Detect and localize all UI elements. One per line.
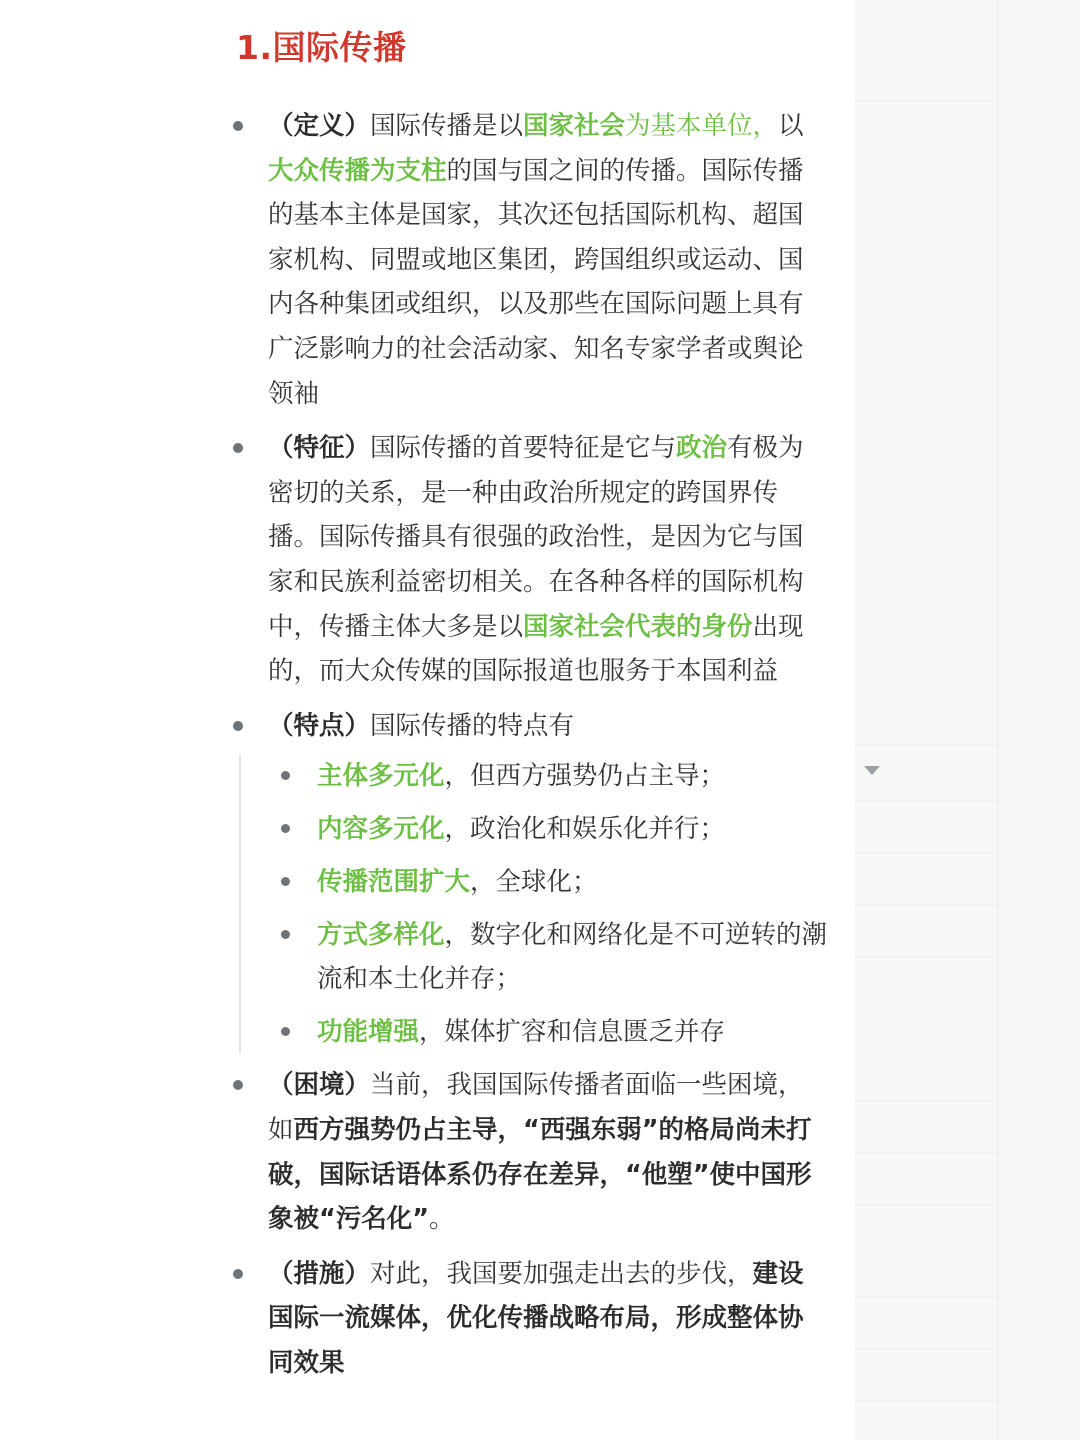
bullet-dot-icon	[233, 1080, 243, 1090]
sub-list-item	[281, 1010, 828, 1054]
collapse-caret-icon[interactable]	[864, 766, 880, 775]
text-span: 对此，我国要加强走出去的步伐，	[370, 1258, 753, 1289]
bullet-dot-icon	[281, 824, 290, 833]
bullet-dot-icon	[233, 443, 243, 453]
bullet-dot-icon	[281, 771, 290, 780]
bullet-dot-icon	[281, 930, 290, 939]
panel-divider	[855, 1296, 997, 1298]
text-span: 国际传播是以	[370, 111, 524, 141]
highlight-text: 为基本单位，	[625, 111, 779, 141]
highlight-text: 国家社会代表的身份	[523, 611, 753, 642]
panel-divider	[855, 956, 997, 958]
panel-divider	[855, 1204, 997, 1206]
bold-text: 建设国际一流媒体，优化传播战略布局，形成整体协同效果	[268, 1258, 804, 1378]
panel-divider	[855, 1348, 997, 1350]
side-panel	[855, 0, 1080, 1440]
panel-divider	[855, 744, 997, 746]
list-item-definition	[232, 104, 828, 416]
sub-list-item	[281, 913, 828, 1001]
highlight-text: 传播范围扩大	[317, 867, 471, 898]
text-span: 出现的，而大众传媒的国际报道也服务于本国利益	[268, 611, 804, 687]
text-span: ，媒体扩容和信息匮乏并存	[419, 1017, 726, 1048]
text-span: 国际传播的特点有	[370, 710, 575, 741]
highlight-text: 功能增强	[317, 1017, 420, 1048]
panel-edge	[997, 0, 999, 1440]
text-span: 当前，我国国际传播者面临一些困境，如	[268, 1070, 804, 1145]
sub-list-item	[281, 807, 828, 851]
text-span: ，政治化和娱乐化并行；	[444, 814, 726, 845]
highlight-text: 为支柱	[370, 155, 447, 186]
highlight-text: 大众传播	[268, 155, 371, 186]
text-span: ，全球化；	[470, 867, 598, 898]
highlight-text: 国家社会	[523, 111, 626, 141]
bullet-dot-icon	[233, 721, 243, 731]
bullet-dot-icon	[233, 121, 243, 131]
bold-text: 西方强势仍占主导，“西强东弱”的格局尚未打破，国际话语体系仍存在差异，“他塑”使中国形象被“污名化”	[268, 1114, 812, 1235]
item-label: （特点）	[268, 710, 371, 741]
bullet-list	[232, 104, 828, 1385]
panel-divider	[855, 1152, 997, 1154]
bullet-dot-icon	[281, 1027, 290, 1036]
highlight-text: 方式多样化	[317, 920, 445, 951]
sub-list-item	[281, 754, 828, 798]
panel-divider	[855, 904, 997, 906]
note-content	[232, 104, 828, 1385]
item-label: （措施）	[268, 1258, 371, 1289]
list-item-dilemma	[232, 1063, 828, 1241]
text-span: ，数字化和网络化是不可逆转的潮流和本土化并存；	[317, 920, 828, 995]
sub-list	[239, 754, 828, 1054]
text-span: 国际传播的首要特征是它与	[370, 433, 677, 464]
bullet-dot-icon	[281, 877, 290, 886]
text-span: 的国与国之间的传播。国际传播的基本主体是国家，其次还包括国际机构、超国家机构、同盟或地区集团，跨国组织或运动、国内各种集团或组织，以及那些在国际问题上具有广泛影响力的社会活动家、知名专家学者或舆论领袖	[268, 155, 804, 409]
text-span: 以	[778, 111, 804, 141]
highlight-text: 内容多元化	[317, 814, 445, 845]
item-label: （特征）	[268, 433, 371, 464]
panel-divider	[855, 1100, 997, 1102]
list-item-measures	[232, 1252, 828, 1386]
panel-divider	[855, 852, 997, 854]
bullet-dot-icon	[233, 1269, 243, 1279]
item-label: （定义）	[268, 111, 371, 141]
list-item-characteristics	[232, 704, 828, 1055]
panel-divider	[855, 100, 997, 102]
item-label: （困境）	[268, 1070, 371, 1101]
page-title: 1.国际传播	[236, 28, 407, 67]
text-span: 有极为密切的关系，是一种由政治所规定的跨国界传播。国际传播具有很强的政治性，是因为它与国家和民族利益密切相关。在各种各样的国际机构中，传播主体大多是以	[268, 433, 804, 642]
list-item-feature	[232, 426, 828, 694]
highlight-text: 政治	[676, 433, 728, 464]
panel-divider	[855, 800, 997, 802]
panel-divider	[855, 1400, 997, 1402]
sub-list-item	[281, 860, 828, 904]
text-span: 。	[429, 1204, 455, 1235]
highlight-text: 主体多元化	[317, 761, 445, 792]
text-span: ，但西方强势仍占主导；	[444, 761, 726, 792]
